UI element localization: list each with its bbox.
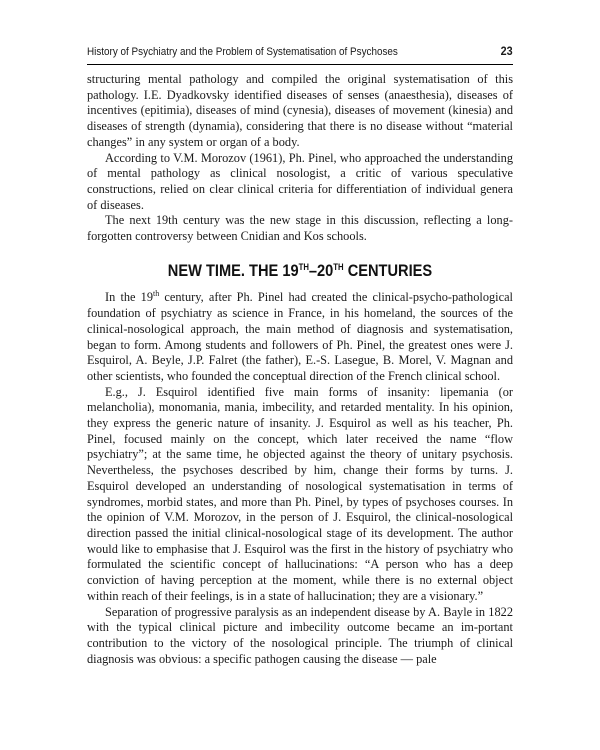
heading-sup-1: TH — [298, 261, 309, 272]
page-body — [87, 72, 513, 667]
running-title: History of Psychiatry and the Problem of Systematisation of Psychoses — [87, 46, 398, 58]
heading-part-3: CENTURIES — [343, 260, 433, 280]
paragraph-19th-century: The next 19th century was the new stage in this discussion, reflecting a long-forgotten controversy between Cnidian and Kos schools. — [87, 213, 513, 244]
section-heading — [117, 260, 483, 279]
p4-sup: th — [153, 289, 160, 299]
header-rule — [87, 64, 513, 65]
heading-sup-2: TH — [333, 261, 344, 272]
paragraph-pinel-followers — [87, 290, 513, 384]
running-header — [87, 44, 513, 58]
p4-before: In the 19 — [105, 290, 154, 305]
p4-after: century, after Ph. Pinel had created the clinical-psycho-pathological foundation of psychiatry as science in France, in his homeland, the sources of the clinical-nosological approach, the main method of diagnosis and systematisation, began to form. Among students and followers of Ph. Pinel, the greatest ones were J. Esquirol, A. Beyle, J.P. Falret (the father), E.-S. Lasegue, B. Morel, V. Magnan and other scientists, who founded the conceptual direction of the French clinical school. — [87, 290, 513, 383]
paragraph-morozov: According to V.M. Morozov (1961), Ph. Pinel, who approached the understanding of mental pathology as clinical nosologist, a critic of various speculative constructions, relied on clear clinical criteria for differentiation of individual genera of diseases. — [87, 150, 513, 212]
paragraph-continued: structuring mental pathology and compiled the original systematisation of this pathology. I.E. Dyadkovsky identified diseases of senses (anaesthesia), diseases of incentives (epitimia), diseases of mind (cynesia), diseases of movement (kinesia) and diseases of strength (dynamia), considering that there is no disease without “material changes” in any system or organ of a body. — [87, 72, 513, 149]
paragraph-esquirol: E.g., J. Esquirol identified five main forms of insanity: lipemania (or melancholia), monomania, mania, imbecility, and retarded mentality. In his opinion, they express the generic nature of insanity. J. Esquirol as well as his teacher, Ph. Pinel, focused mainly on the concept, which later received the name “flow psychiatry”; at the same time, he objected against the theory of unitary psychosis. Nevertheless, the psychoses described by him, change their forms by turns. J. Esquirol developed an understanding of nosological systematisation in terms of syndromes, morbid states, and more than Ph. Pinel, by types of psychoses courses. In the opinion of V.M. Morozov, in the person of J. Esquirol, the clinical-nosological direction passed the initial clinical-nosological stage of its development. The author would like to emphasise that J. Esquirol was the first in the history of psychiatry who formulated the scientific concept of hallucinations: “A person who has a deep conviction of having perception at the moment, while there is no external object within reach of their feelings, is in a state of hallucination; they are a visionary.” — [87, 384, 513, 603]
page-number: 23 — [500, 44, 513, 58]
paragraph-progressive-paralysis: Separation of progressive paralysis as an independent disease by A. Bayle in 1822 with the typical clinical picture and imbecility outcome became an im-portant contribution to the victory of the nosological principle. The triumph of clinical diagnosis was obvious: a specific pathogen causing the disease — pale — [87, 604, 513, 666]
heading-part-2: –20 — [308, 260, 334, 280]
heading-part-1: NEW TIME. THE 19 — [167, 260, 299, 280]
